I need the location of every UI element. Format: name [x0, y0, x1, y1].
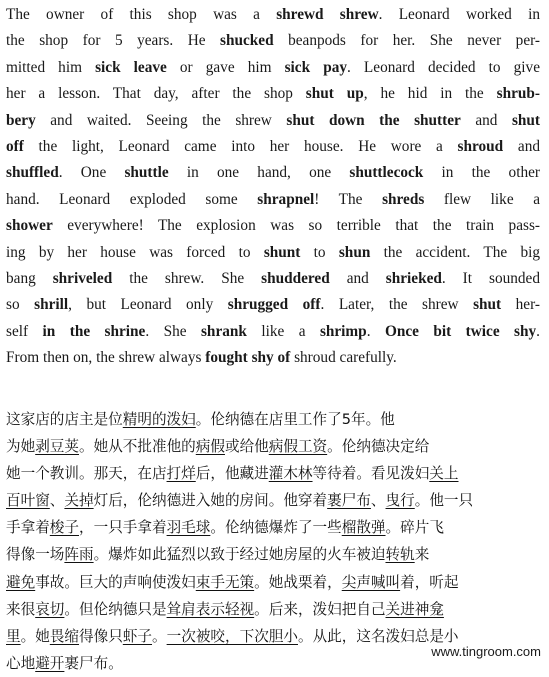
- english-line: [6, 108, 540, 134]
- english-text: bang: [6, 269, 53, 287]
- english-vocab-term: shut down the shutter: [286, 111, 461, 129]
- chinese-text: 她一个教训。那天，在店: [6, 465, 167, 483]
- english-text: her a lesson. That day, after the shop: [6, 85, 306, 103]
- english-line: [6, 55, 540, 81]
- chinese-vocab-term: 榴散弹: [341, 519, 386, 537]
- chinese-text: 。爆炸如此猛烈以致于经过她房屋的火车被迫: [93, 546, 386, 564]
- english-text: , but Leonard only: [68, 296, 228, 314]
- chinese-text: 。伦纳德在店里工作了5年。他: [195, 411, 395, 428]
- chinese-vocab-term: 百叶窗: [6, 492, 50, 510]
- chinese-text: 、: [49, 492, 65, 510]
- english-text: like a: [246, 322, 320, 340]
- english-line: [6, 240, 540, 266]
- english-vocab-term: in the shrine: [42, 322, 146, 340]
- chinese-text: 来很: [6, 600, 36, 618]
- english-text: the light, Leonard came into her house. He wore a: [23, 137, 458, 155]
- english-vocab-term: shroud: [457, 137, 504, 155]
- chinese-vocab-term: 关掉: [64, 492, 94, 510]
- english-text: and: [329, 269, 386, 287]
- chinese-text: 为她: [6, 438, 36, 456]
- chinese-text: 。从此，这名泼妇总是小: [297, 627, 459, 645]
- english-line: [6, 28, 540, 54]
- english-line: [6, 345, 540, 371]
- chinese-line: [6, 406, 538, 433]
- english-line: [6, 213, 540, 239]
- english-vocab-term: shut up: [305, 85, 364, 103]
- chinese-text: 心地: [6, 654, 36, 672]
- english-line: [6, 292, 540, 318]
- chinese-text: 。她从不批准他的: [79, 438, 196, 456]
- english-vocab-term: shower: [6, 217, 53, 235]
- english-line: [6, 134, 540, 160]
- english-text: .: [366, 322, 385, 340]
- english-text: flew like a: [424, 190, 541, 208]
- chinese-text: 手拿着: [6, 519, 50, 537]
- chinese-text: 来: [414, 546, 430, 564]
- english-vocab-term: shreds: [382, 190, 425, 208]
- chinese-line: [6, 514, 538, 541]
- chinese-text: 。伦纳德爆炸了一些: [210, 519, 342, 537]
- chinese-vocab-term: 尖声喊叫: [341, 573, 401, 591]
- chinese-text: 灯后，伦纳德进入她的房间。他穿着: [93, 492, 328, 510]
- chinese-text: 。: [152, 627, 167, 645]
- english-vocab-term: shun: [338, 243, 371, 261]
- english-text: everywhere! The explosion was so terrible that the train pass-: [52, 217, 540, 235]
- english-text: to: [300, 243, 339, 261]
- chinese-text: 得像只: [79, 627, 123, 645]
- chinese-text: 等待着。看见泼妇: [312, 465, 430, 483]
- chinese-vocab-term: 曳行: [385, 492, 415, 510]
- english-vocab-term: shrill: [34, 296, 69, 314]
- chinese-text: 。后来，泼妇把自己: [254, 600, 386, 618]
- chinese-vocab-term: 灌木林: [268, 465, 313, 483]
- chinese-text: 。伦纳德决定给: [327, 438, 430, 456]
- chinese-text: 或给他: [224, 438, 269, 456]
- chinese-line: [6, 487, 538, 514]
- english-text: shroud carefully.: [290, 349, 397, 367]
- chinese-text: 。碎片飞: [385, 519, 444, 537]
- chinese-vocab-term: 剥豆荚: [35, 438, 79, 456]
- english-text: in the other: [423, 164, 540, 182]
- english-text: . Leonard decided to give: [347, 58, 540, 76]
- english-text: ing by her house was forced to: [6, 243, 264, 261]
- english-text: . It sounded: [441, 269, 540, 287]
- english-vocab-term: shuttlecock: [349, 164, 424, 182]
- english-text: and: [460, 111, 512, 129]
- chinese-vocab-term: 梭子: [49, 519, 79, 537]
- chinese-line: [6, 460, 538, 487]
- english-text: so: [6, 296, 35, 314]
- chinese-vocab-term: 羽毛球: [166, 519, 211, 537]
- english-text: . Leonard worked in: [378, 6, 540, 23]
- english-text: . Later, the shrew: [320, 296, 474, 314]
- chinese-vocab-term: 束手无策: [195, 573, 255, 591]
- english-vocab-term: off: [6, 137, 24, 155]
- chinese-vocab-term: 病假工资: [268, 438, 328, 456]
- english-text: her-: [501, 296, 540, 314]
- chinese-text: 这家店的店主是位: [6, 411, 123, 428]
- english-line: [6, 160, 540, 186]
- chinese-vocab-term: 阵雨: [64, 546, 94, 564]
- chinese-vocab-term: 精明的泼妇: [122, 411, 196, 428]
- english-text: From then on, the shrew always: [6, 349, 206, 367]
- chinese-vocab-term: 转轨: [385, 546, 415, 564]
- english-vocab-term: shrimp: [319, 322, 367, 340]
- english-line: [6, 266, 540, 292]
- chinese-vocab-term: 一次被咬，下次胆小: [166, 627, 298, 645]
- english-vocab-term: shut: [473, 296, 502, 314]
- english-text: the shop for 5 years. He: [6, 32, 221, 50]
- english-vocab-term: sick pay: [284, 58, 348, 76]
- english-vocab-term: shuffled: [6, 164, 59, 182]
- english-text: in one hand, one: [168, 164, 350, 182]
- english-text: the shrew. She: [112, 269, 262, 287]
- chinese-vocab-term: 打烊: [166, 465, 196, 483]
- english-text: or gave him: [166, 58, 285, 76]
- chinese-vocab-term: 哀切: [35, 600, 65, 618]
- english-line: [6, 81, 540, 107]
- watermark: www.tingroom.com: [431, 644, 541, 659]
- chinese-vocab-term: 避免: [6, 573, 36, 591]
- chinese-vocab-term: 虾子: [122, 627, 153, 645]
- english-vocab-term: Once bit twice shy: [384, 322, 537, 340]
- chinese-vocab-term: 关进神龛: [385, 600, 444, 618]
- english-text: and waited. Seeing the shrew: [35, 111, 287, 129]
- chinese-translation: [6, 406, 538, 677]
- english-vocab-term: shrank: [200, 322, 247, 340]
- chinese-text: 。她战栗着，: [254, 573, 342, 591]
- chinese-vocab-term: 关上: [429, 465, 459, 483]
- english-vocab-term: shrieked: [385, 269, 442, 287]
- english-text: .: [536, 322, 540, 340]
- english-text: self: [6, 322, 43, 340]
- english-vocab-term: shrewd shrew: [276, 6, 379, 23]
- english-text: and: [503, 137, 540, 155]
- english-vocab-term: shrub-: [496, 85, 540, 103]
- english-text: , he hid in the: [363, 85, 497, 103]
- english-vocab-term: shucked: [220, 32, 274, 50]
- chinese-text: 。他一只: [414, 492, 474, 510]
- chinese-vocab-term: 畏缩: [49, 627, 80, 645]
- chinese-text: 事故。巨大的声响使泼妇: [35, 573, 196, 591]
- chinese-vocab-term: 里: [6, 627, 21, 645]
- english-text: . One: [58, 164, 125, 182]
- chinese-line: [6, 596, 538, 623]
- english-text: mitted him: [6, 58, 96, 76]
- chinese-line: [6, 541, 538, 568]
- english-text: beanpods for her. She never per-: [273, 32, 540, 50]
- english-line: [6, 319, 540, 345]
- english-vocab-term: shriveled: [52, 269, 113, 287]
- english-text: . She: [145, 322, 201, 340]
- english-text: ! The: [314, 190, 383, 208]
- chinese-line: [6, 433, 538, 460]
- english-vocab-term: shrapnel: [257, 190, 315, 208]
- english-vocab-term: fought shy of: [205, 349, 291, 367]
- english-text: hand. Leonard exploded some: [6, 190, 258, 208]
- english-vocab-term: sick leave: [95, 58, 167, 76]
- english-vocab-term: shrugged off: [227, 296, 321, 314]
- chinese-text: 着，听起: [400, 573, 459, 591]
- english-line: [6, 2, 540, 28]
- chinese-text: 得像一场: [6, 546, 65, 564]
- english-vocab-term: shunt: [263, 243, 301, 261]
- chinese-text: 。她: [20, 627, 50, 645]
- english-text: the accident. The big: [370, 243, 540, 261]
- chinese-text: 。但伦纳德只是: [64, 600, 167, 618]
- english-passage: [6, 2, 540, 371]
- english-line: [6, 187, 540, 213]
- chinese-line: [6, 569, 538, 596]
- chinese-vocab-term: 耸肩表示轻视: [166, 600, 255, 618]
- english-vocab-term: shuttle: [124, 164, 169, 182]
- english-vocab-term: bery: [6, 111, 36, 129]
- chinese-text: ，一只手拿着: [79, 519, 167, 537]
- english-vocab-term: shuddered: [261, 269, 330, 287]
- chinese-text: 后，他藏进: [195, 465, 269, 483]
- chinese-vocab-term: 裹尸布: [327, 492, 371, 510]
- english-vocab-term: shut: [511, 111, 540, 129]
- english-text: The owner of this shop was a: [6, 6, 277, 23]
- chinese-text: 、: [370, 492, 386, 510]
- chinese-vocab-term: 避开: [35, 654, 65, 672]
- chinese-vocab-term: 病假: [195, 438, 225, 456]
- chinese-text: 裹尸布。: [64, 654, 123, 672]
